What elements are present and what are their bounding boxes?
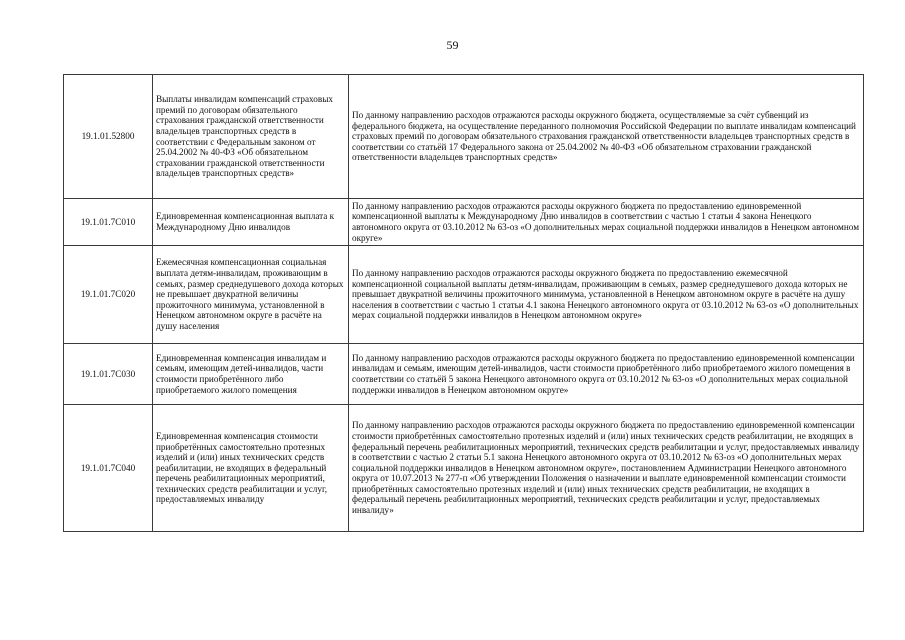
expense-name-cell: Единовременная компенсационная выплата к Международному Дню инвалидов <box>153 199 349 246</box>
target-code-cell: 19.1.01.52800 <box>64 75 153 199</box>
target-code-cell: 19.1.01.7С020 <box>64 246 153 344</box>
expense-description-cell: По данному направлению расходов отражаются расходы окружного бюджета по предоставлению единовременной компенсационной выплаты к Международному Дню инвалидов в соответствии с частью 1 статьи 4 закона Ненецкого автономного округа от 03.10.2012 № 63-оз «О дополнительных мерах социальной поддержки инвалидов в Ненецком автономном округе» <box>349 199 864 246</box>
expense-name-cell: Ежемесячная компенсационная социальная выплата детям-инвалидам, проживающим в семьях, размер среднедушевого дохода которых не превышает двукратной величины прожиточного минимума, установленной в Ненецком автономном округе в расчёте на душу населения <box>153 246 349 344</box>
target-code-cell: 19.1.01.7С040 <box>64 405 153 532</box>
expense-name-cell: Выплаты инвалидам компенсаций страховых премий по договорам обязательного страхования гражданской ответственности владельцев транспортных средств в соответствии с Федеральным законом от 25.04.2002 № 40-ФЗ «Об обязательном страховании гражданской ответственности владельцев транспортных средств» <box>153 75 349 199</box>
page-number: 59 <box>446 38 459 52</box>
target-code-cell: 19.1.01.7С010 <box>64 199 153 246</box>
expense-description-cell: По данному направлению расходов отражаются расходы окружного бюджета по предоставлению ежемесячной компенсационной социальной выплаты детям-инвалидам, проживающим в семьях, размер среднедушевого дохода которых не превышает двукратной величины прожиточного минимума, установленной в Ненецком автономном округе в расчёте на душу населения в соответствии с частью 1 статьи 4.1 закона Ненецкого автономного округа от 03.10.2012 № 63-оз «О дополнительных мерах социальной поддержки инвалидов в Ненецком автономном округе» <box>349 246 864 344</box>
table-row <box>64 199 864 246</box>
budget-classification-table <box>63 74 864 532</box>
table-row <box>64 344 864 405</box>
target-code-cell: 19.1.01.7С030 <box>64 344 153 405</box>
expense-name-cell: Единовременная компенсация стоимости приобретённых самостоятельно протезных изделий и (или) иных технических средств реабилитации, не входящих в федеральный перечень реабилитационных мероприятий, технических средств реабилитации и услуг, предоставляемых инвалиду <box>153 405 349 532</box>
table-row <box>64 246 864 344</box>
table-row <box>64 75 864 199</box>
expense-description-cell: По данному направлению расходов отражаются расходы окружного бюджета по предоставлению единовременной компенсации стоимости приобретённых самостоятельно протезных изделий и (или) иных технических средств реабилитации, не входящих в федеральный перечень реабилитационных мероприятий, технических средств реабилитации и услуг, предоставляемых инвалиду в соответствии с частью 2 статьи 5.1 закона Ненецкого автономного округа от 03.10.2012 № 63-оз «О дополнительных мерах социальной поддержки инвалидов в Ненецком автономном округе», постановлением Администрации Ненецкого автономного округа от 10.07.2013 № 277-п «Об утверждении Положения о назначении и выплате единовременной компенсации стоимости приобретённых самостоятельно протезных изделий и (или) иных технических средств реабилитации, не входящих в федеральный перечень реабилитационных мероприятий, технических средств реабилитации и услуг, предоставляемых инвалиду» <box>349 405 864 532</box>
table-row <box>64 405 864 532</box>
expense-name-cell: Единовременная компенсация инвалидам и семьям, имеющим детей-инвалидов, части стоимости приобретённого либо приобретаемого жилого помещения <box>153 344 349 405</box>
expense-description-cell: По данному направлению расходов отражаются расходы окружного бюджета, осуществляемые за счёт субвенций из федерального бюджета, на осуществление переданного полномочия Российской Федерации по выплате инвалидам компенсаций страховых премий по договорам обязательного страхования гражданской ответственности владельцев транспортных средств в соответствии со статьёй 17 Федерального закона от 25.04.2002 № 40-ФЗ «Об обязательном страховании гражданской ответственности владельцев транспортных средств» <box>349 75 864 199</box>
expense-description-cell: По данному направлению расходов отражаются расходы окружного бюджета по предоставлению единовременной компенсации инвалидам и семьям, имеющим детей-инвалидов, части стоимости приобретённого либо приобретаемого жилого помещения в соответствии со статьёй 5 закона Ненецкого автономного округа от 03.10.2012 № 63-оз «О дополнительных мерах социальной поддержки инвалидов в Ненецком автономном округе» <box>349 344 864 405</box>
